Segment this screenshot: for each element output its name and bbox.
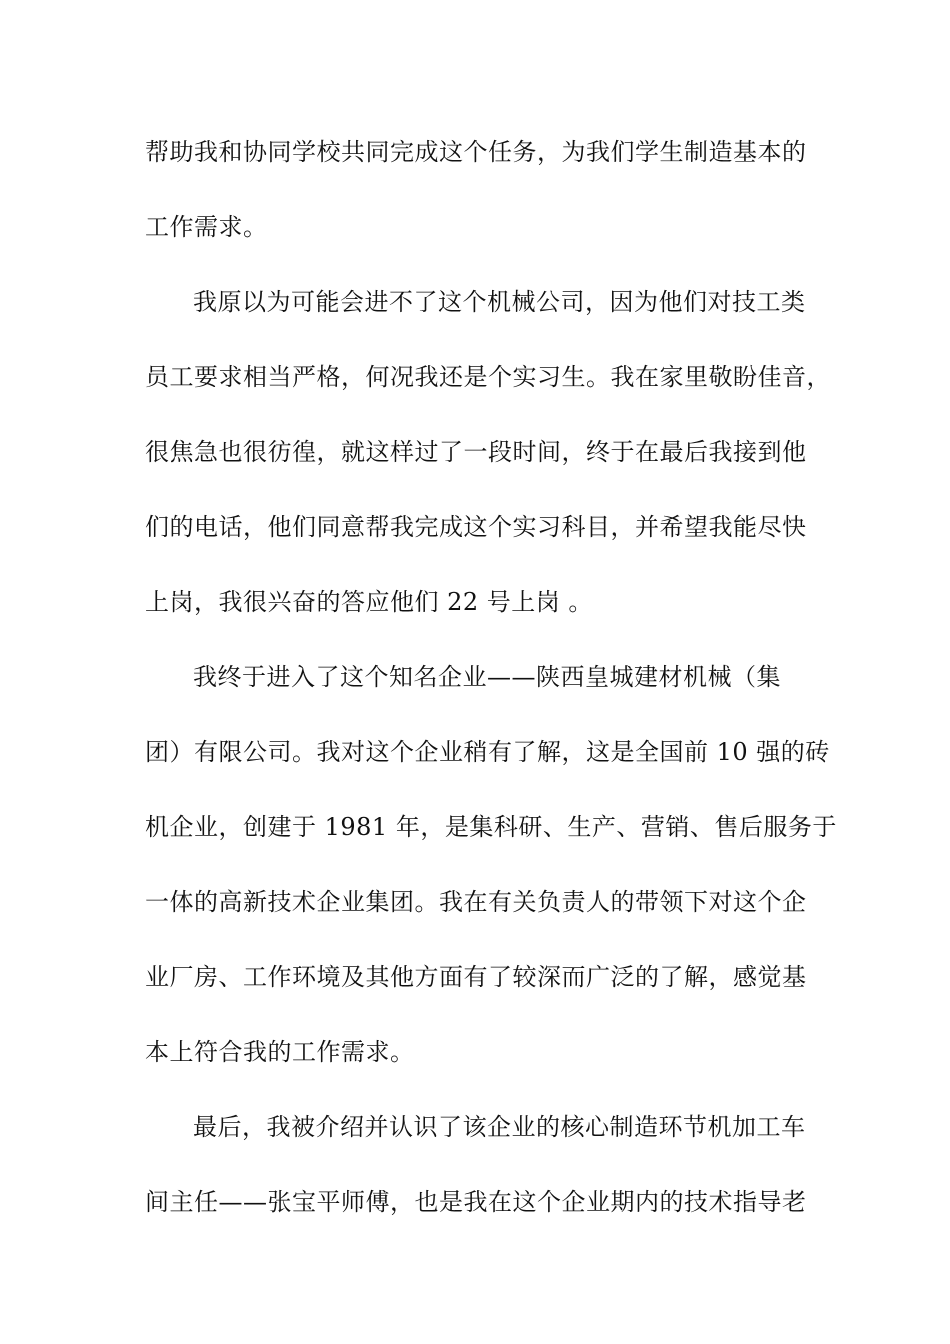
paragraph-first-line: 最后，我被介绍并认识了该企业的核心制造环节机加工车 — [193, 1113, 806, 1141]
text-line: 很焦急也很彷徨，就这样过了一段时间，终于在最后我接到他 — [145, 438, 807, 466]
text-line: 帮助我和协同学校共同完成这个任务，为我们学生制造基本的 — [145, 138, 807, 166]
paragraph-first-line: 我原以为可能会进不了这个机械公司，因为他们对技工类 — [193, 288, 806, 316]
text-line: 员工要求相当严格，何况我还是个实习生。我在家里敬盼佳音， — [145, 363, 831, 391]
text-line: 团）有限公司。我对这个企业稍有了解，这是全国前 10 强的砖 — [145, 738, 830, 766]
text-line: 们的电话，他们同意帮我完成这个实习科目，并希望我能尽快 — [145, 513, 807, 541]
text-line: 工作需求。 — [145, 213, 268, 241]
text-line: 间主任——张宝平师傅，也是我在这个企业期内的技术指导老 — [145, 1188, 807, 1216]
text-line: 一体的高新技术企业集团。我在有关负责人的带领下对这个企 — [145, 888, 807, 916]
text-line: 上岗，我很兴奋的答应他们 22 号上岗 。 — [145, 588, 593, 616]
text-line: 业厂房、工作环境及其他方面有了较深而广泛的了解，感觉基 — [145, 963, 807, 991]
paragraph-first-line: 我终于进入了这个知名企业——陕西皇城建材机械（集 — [193, 663, 781, 691]
text-line: 本上符合我的工作需求。 — [145, 1038, 415, 1066]
text-line: 机企业，创建于 1981 年，是集科研、生产、营销、售后服务于 — [145, 813, 837, 841]
